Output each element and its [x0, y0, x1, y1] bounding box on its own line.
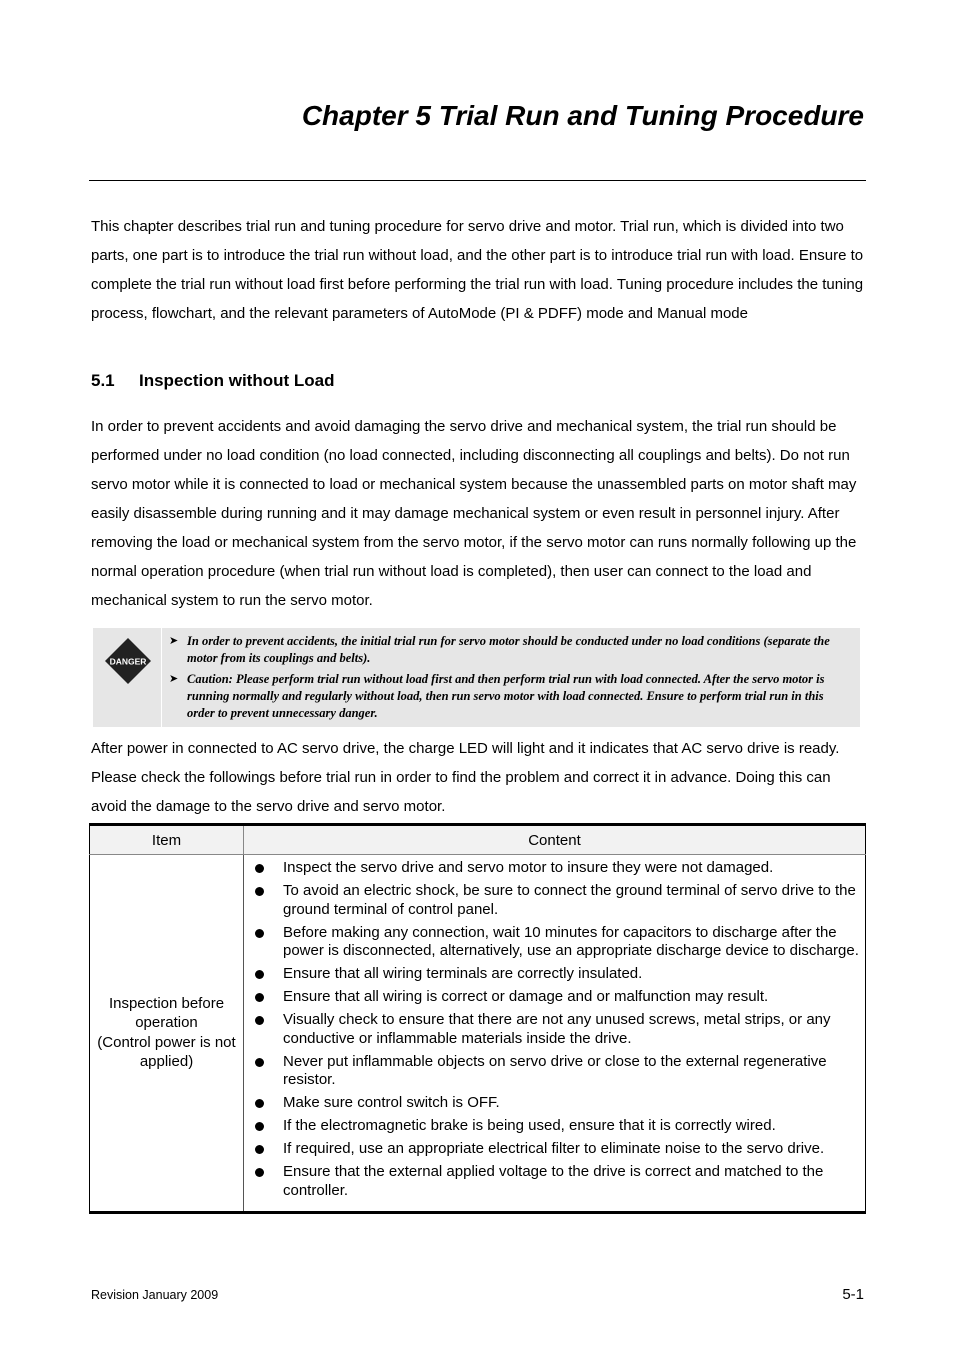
inspection-table	[89, 823, 866, 1214]
list-item: If required, use an appropriate electrical filter to eliminate noise to the servo drive.	[244, 1140, 863, 1159]
table-row	[90, 855, 866, 1213]
intro-paragraph: This chapter describes trial run and tuning procedure for servo drive and motor. Trial run, which is divided into two parts, one part is to introduce the trial run without load, and the other part is to introduce trial run with load. Ensure to complete the trial run without load first before performing the trial run with load. Tuning procedure includes the tuning process, flowchart, and the relevant parameters of AutoMode (PI & PDFF) mode and Manual mode	[91, 218, 864, 322]
item-sublabel: (Control power is not applied)	[97, 1033, 236, 1071]
bullet-icon	[255, 887, 264, 896]
chapter-title: Chapter 5 Trial Run and Tuning Procedure	[301, 100, 864, 131]
list-item: Never put inflammable objects on servo drive or close to the external regenerative resistor.	[244, 1053, 863, 1090]
section-heading	[91, 371, 334, 391]
danger-icon-cell	[93, 628, 162, 727]
footer-page-number: 5-1	[842, 1286, 864, 1303]
danger-item: ➤ Caution: Please perform trial run without load first and then perform trial run with load connected. After the servo motor is running normally and regularly without load, then run servo motor with load connected. Ensure to perform trial run in this order to prevent unnecessary danger.	[169, 672, 825, 720]
list-item: Ensure that all wiring is correct or damage and or malfunction may result.	[244, 988, 863, 1007]
list-item: Make sure control switch is OFF.	[244, 1094, 863, 1113]
danger-notice	[93, 628, 860, 727]
bullet-icon	[255, 864, 264, 873]
danger-icon	[104, 637, 152, 685]
table-header-row	[90, 825, 866, 855]
list-item: Ensure that the external applied voltage to the drive is correct and matched to the controller.	[244, 1163, 863, 1200]
title-divider	[89, 180, 866, 181]
danger-list	[169, 633, 853, 726]
list-item: Visually check to ensure that there are not any unused screws, metal strips, or any conductive or inflammable materials inside the drive.	[244, 1011, 863, 1048]
body-paragraph-2: After power in connected to AC servo drive, the charge LED will light and it indicates that AC servo drive is ready. Please check the followings before trial run in order to find the problem and correct it in advance. Doing this can avoid the damage to the servo drive and servo motor.	[91, 740, 840, 815]
section-number: 5.1	[91, 371, 115, 390]
content-cell	[244, 855, 866, 1213]
list-item: If the electromagnetic brake is being used, ensure that it is correctly wired.	[244, 1117, 863, 1136]
bullet-icon	[255, 1016, 264, 1025]
footer-revision: Revision January 2009	[91, 1288, 219, 1302]
content-list	[244, 855, 865, 1211]
table-header-item: Item	[90, 825, 244, 855]
bullet-icon	[255, 1145, 264, 1154]
bullet-icon	[255, 970, 264, 979]
table-header-content: Content	[244, 825, 866, 855]
bullet-icon	[255, 1122, 264, 1131]
bullet-icon	[255, 929, 264, 938]
danger-icon-label: DANGER	[109, 656, 147, 667]
item-cell	[90, 855, 244, 1213]
list-item: Ensure that all wiring terminals are correctly insulated.	[244, 965, 863, 984]
item-label: Inspection before operation	[108, 994, 225, 1032]
body-paragraph-1: In order to prevent accidents and avoid damaging the servo drive and mechanical system, the trial run should be performed under no load condition (no load connected, including disconnecting all couplings and belts). Do not run servo motor while it is connected to load or mechanical system because the unassembled parts on motor shaft may easily disassemble during running and it may damage mechanical system or even result in personnel injury. After removing the load or mechanical system from the servo motor, if the servo motor can runs normally following up the normal operation procedure (when trial run without load is completed), then user can connect to the load and mechanical system to run the servo motor.	[91, 418, 857, 609]
arrow-bullet-icon: ➤	[169, 673, 179, 685]
bullet-icon	[255, 1058, 264, 1067]
list-item: To avoid an electric shock, be sure to connect the ground terminal of servo drive to the ground terminal of control panel.	[244, 882, 863, 919]
arrow-bullet-icon: ➤	[169, 635, 179, 647]
bullet-icon	[255, 1099, 264, 1108]
section-title: Inspection without Load	[139, 371, 335, 390]
bullet-icon	[255, 1168, 264, 1177]
list-item: Inspect the servo drive and servo motor to insure they were not damaged.	[244, 859, 863, 878]
bullet-icon	[255, 993, 264, 1002]
list-item: Before making any connection, wait 10 minutes for capacitors to discharge after the power is disconnected, alternatively, use an appropriate discharge device to discharge.	[244, 924, 863, 961]
danger-item: ➤ In order to prevent accidents, the initial trial run for servo motor should be conducted under no load conditions (separate the motor from its couplings and belts).	[169, 634, 830, 665]
